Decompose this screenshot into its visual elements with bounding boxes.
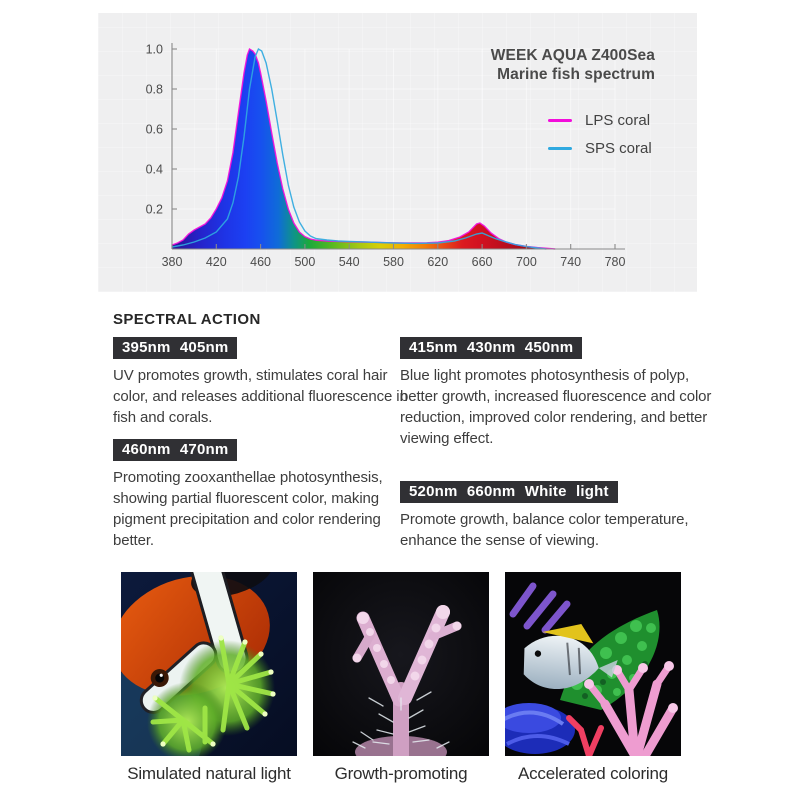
action-block-460-470 — [113, 439, 425, 551]
y-tick-label: 1.0 — [145, 42, 163, 57]
clownfish-anemone-image — [121, 572, 297, 756]
photo-caption: Simulated natural light — [127, 764, 291, 783]
legend-item-lps — [548, 112, 652, 129]
x-tick-label: 380 — [161, 255, 183, 269]
photo-caption: Growth-promoting — [334, 764, 468, 783]
legend-label: SPS coral — [585, 140, 652, 157]
chart-title-line1: WEEK AQUA Z400Sea — [490, 47, 655, 64]
action-description: Promote growth, balance color temperature, enhance the sense of viewing. — [400, 511, 689, 549]
legend-label: LPS coral — [585, 112, 651, 129]
action-block-395-405 — [113, 337, 419, 428]
x-tick-label: 660 — [471, 255, 493, 269]
legend-item-sps — [548, 140, 652, 157]
reef-scene-image — [505, 572, 681, 756]
photo-growth-promoting — [313, 572, 489, 784]
action-block-415-430-450 — [400, 337, 712, 449]
chart-legend — [548, 112, 652, 168]
x-tick-label: 740 — [560, 255, 582, 269]
action-block-520-660-white — [400, 481, 712, 551]
x-tick-label: 500 — [294, 255, 316, 269]
wavelength-badge: 395nm 405nm — [113, 337, 237, 359]
wavelength-badge: 460nm 470nm — [113, 439, 237, 461]
y-tick-label: 0.8 — [145, 82, 163, 97]
x-tick-label: 620 — [427, 255, 449, 269]
photo-caption: Accelerated coloring — [517, 764, 669, 783]
spectrum-chart-panel — [98, 13, 697, 292]
photo-simulated-natural-light — [121, 572, 297, 784]
chart-title-line2: Marine fish spectrum — [497, 66, 655, 83]
wavelength-badge: 415nm 430nm 450nm — [400, 337, 582, 359]
spectral-action-heading: SPECTRAL ACTION — [113, 311, 261, 328]
x-tick-label: 460 — [250, 255, 272, 269]
x-tick-label: 420 — [205, 255, 227, 269]
action-description: Blue light promotes photosynthesis of polyp, better growth, increased fluorescence and color reduction, improved color rendering, and better viewing effect. — [400, 367, 712, 447]
y-tick-label: 0.4 — [145, 162, 163, 177]
photo-row — [121, 572, 681, 784]
y-tick-label: 0.6 — [145, 122, 163, 137]
action-description: UV promotes growth, stimulates coral hair color, and releases additional fluorescence in fish and corals. — [113, 367, 408, 426]
x-tick-label: 700 — [515, 255, 537, 269]
lps-line-swatch — [548, 119, 572, 123]
y-tick-label: 0.2 — [145, 202, 163, 217]
chart-title — [491, 46, 655, 84]
x-tick-label: 580 — [383, 255, 404, 269]
x-tick-label: 780 — [604, 255, 626, 269]
x-tick-label: 540 — [338, 255, 360, 269]
sps-line-swatch — [548, 147, 572, 151]
pink-coral-image — [313, 572, 489, 756]
action-description: Promoting zooxanthellae photosynthesis, showing partial fluorescent color, making pigment precipitation and color rendering better. — [113, 469, 383, 549]
photo-accelerated-coloring — [505, 572, 681, 784]
wavelength-badge: 520nm 660nm White light — [400, 481, 618, 503]
